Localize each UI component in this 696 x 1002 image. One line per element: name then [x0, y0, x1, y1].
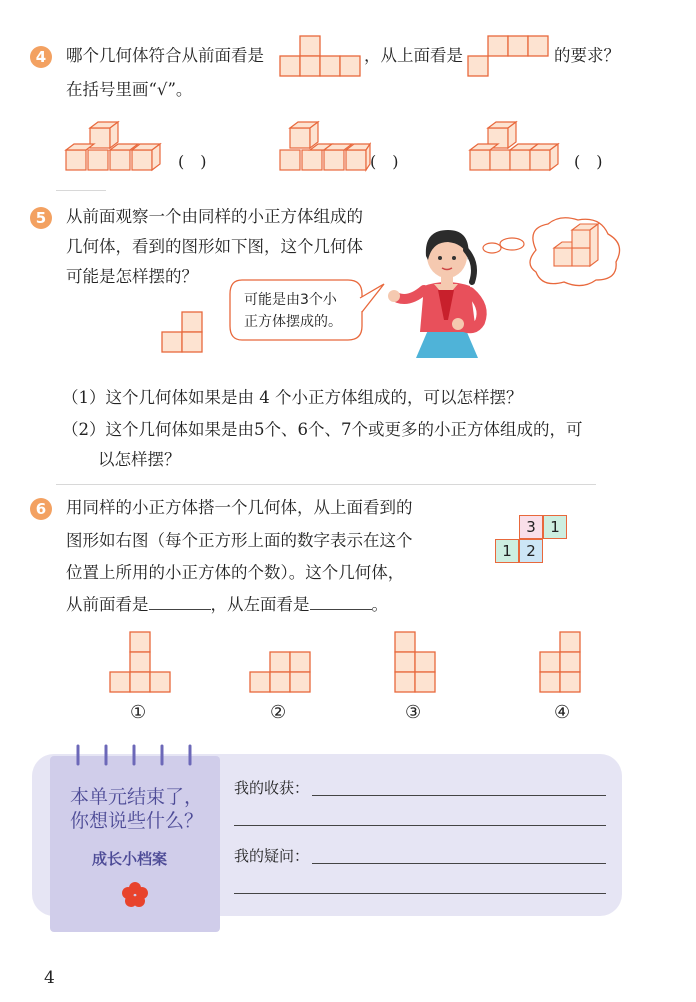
notebook-rings — [68, 744, 208, 768]
q5-line-3: 可能是怎样摆的？ — [66, 267, 198, 286]
front-view-answer-blank[interactable] — [149, 609, 211, 610]
left-view-answer-blank[interactable] — [310, 609, 372, 610]
record-subtitle: 成长小档案 — [92, 850, 168, 868]
flower-icon — [120, 880, 150, 910]
top-view-number-grid — [495, 515, 571, 565]
q6-option-4-figure — [540, 632, 582, 694]
q4-line2: 在括号里画“√”。 — [66, 80, 193, 99]
q6-option-2-figure — [250, 652, 312, 694]
page-number: 4 — [44, 968, 55, 988]
q4-text-c: 的要求？ — [554, 46, 620, 65]
q4-option-b-figure — [276, 120, 372, 176]
grid-cell: 3 — [519, 515, 543, 539]
q4-paren-a[interactable]: ( ) — [178, 152, 207, 171]
q6-line-1: 用同样的小正方体搭一个几何体，从上面看到的 — [66, 498, 413, 517]
q5-sub-question-1: （1）这个几何体如果是由 4 个小正方体组成的，可以怎样摆？ — [62, 388, 523, 407]
q4-top-view-figure — [468, 36, 550, 78]
q5-sub-question-2-line1: （2）这个几何体如果是由5个、6个、7个或更多的小正方体组成的，可 — [62, 420, 583, 439]
q4-front-view-figure — [280, 36, 362, 78]
gain-input-line-1[interactable] — [312, 795, 606, 796]
record-title-line-1: 本单元结束了， — [70, 786, 204, 808]
grid-cell: 2 — [519, 539, 543, 563]
q6-option-label-3[interactable]: ③ — [405, 702, 422, 723]
separator-2 — [56, 484, 596, 485]
q5-front-view-figure — [162, 312, 204, 354]
q6-line-3: 位置上所用的小正方体的个数）。这个几何体， — [66, 563, 405, 582]
separator-1 — [56, 190, 106, 191]
gain-label: 我的收获： — [234, 779, 310, 797]
q6-option-3-figure — [395, 632, 437, 694]
q4-text-b: ，从上面看是 — [364, 46, 463, 65]
q6-option-1-figure — [110, 632, 172, 694]
q4-option-a-figure — [62, 120, 158, 176]
question-5-number: 5 — [30, 207, 52, 229]
question-input-line-1[interactable] — [312, 863, 606, 864]
q6-option-label-4[interactable]: ④ — [554, 702, 571, 723]
q6-line4-a: 从前面看是 — [66, 595, 149, 614]
question-4-number: 4 — [30, 46, 52, 68]
q6-line4-c: 。 — [371, 595, 388, 614]
q6-line4-b: ，从左面看是 — [210, 595, 310, 614]
q4-text-a: 哪个几何体符合从前面看是 — [66, 46, 264, 65]
grid-cell: 1 — [495, 539, 519, 563]
q6-line-4 — [66, 597, 388, 614]
q4-paren-c[interactable]: ( ) — [574, 152, 603, 171]
q4-paren-b[interactable]: ( ) — [370, 152, 399, 171]
question-6-number: 6 — [30, 498, 52, 520]
thought-bubble — [478, 214, 628, 288]
bubble-line-2: 正方体摆成的。 — [244, 314, 342, 330]
gain-input-line-2[interactable] — [234, 825, 606, 826]
q6-line-2: 图形如右图（每个正方形上面的数字表示在这个 — [66, 531, 413, 550]
question-label: 我的疑问： — [234, 847, 310, 865]
q4-option-c-figure — [468, 120, 564, 176]
q5-line-1: 从前面观察一个由同样的小正方体组成的 — [66, 207, 363, 226]
q6-option-label-1[interactable]: ① — [130, 702, 147, 723]
q5-line-2: 几何体，看到的图形如下图，这个几何体 — [66, 237, 363, 256]
bubble-line-1: 可能是由3个小 — [244, 292, 337, 308]
grid-cell: 1 — [543, 515, 567, 539]
question-input-line-2[interactable] — [234, 893, 606, 894]
record-title-line-2: 你想说些什么？ — [70, 810, 204, 832]
q5-sub-question-2-line2: 以怎样摆？ — [98, 450, 181, 469]
q6-option-label-2[interactable]: ② — [270, 702, 287, 723]
